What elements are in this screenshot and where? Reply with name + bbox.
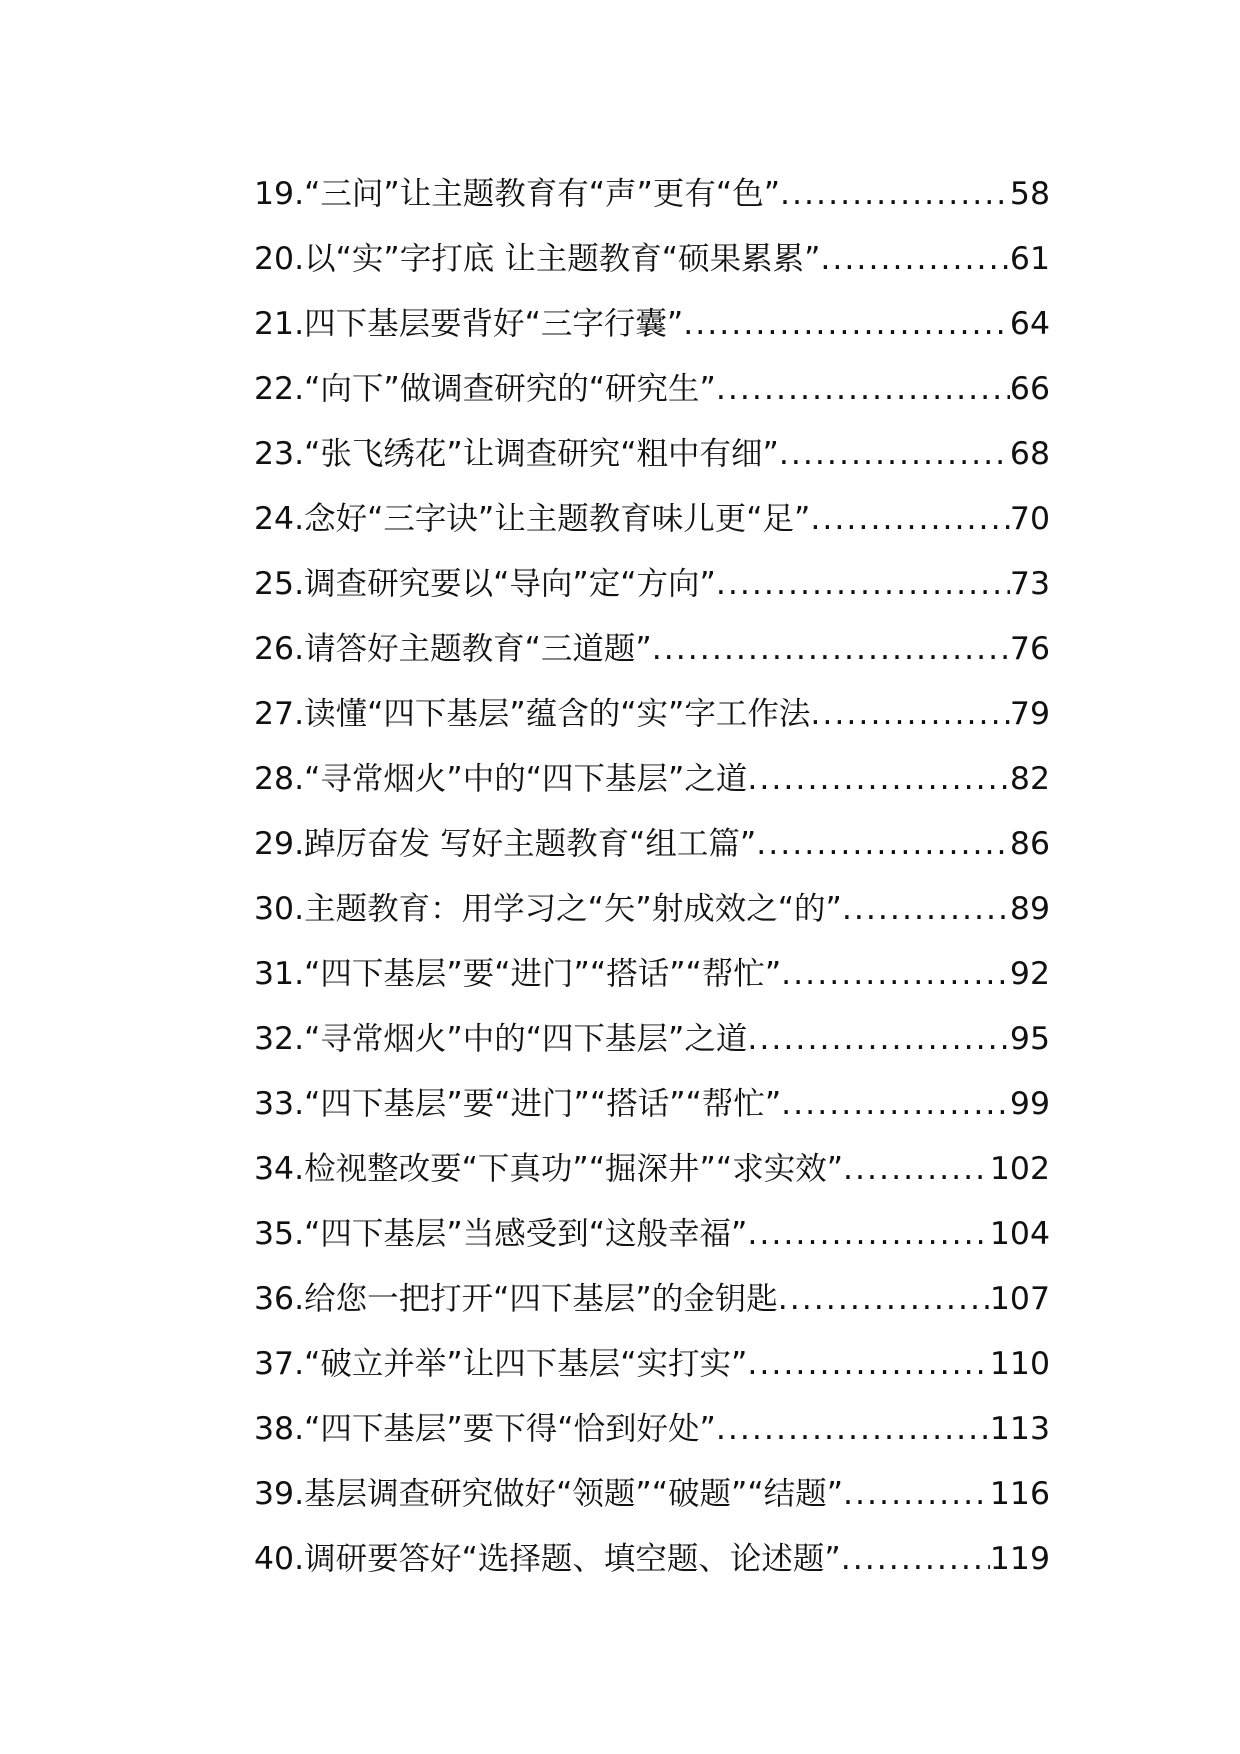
toc-dot-leader bbox=[716, 357, 1010, 422]
toc-entry-title: 36.给您一把打开“四下基层”的金钥匙 bbox=[254, 1281, 778, 1317]
toc-entry[interactable] bbox=[254, 227, 1050, 292]
toc-dot-leader bbox=[781, 1072, 1010, 1137]
toc-entry-title: 34.检视整改要“下真功”“掘深井”“求实效” bbox=[254, 1151, 844, 1187]
toc-entry-title: 23.“张飞绣花”让调查研究“粗中有细” bbox=[254, 436, 779, 472]
toc-page-number: 107 bbox=[989, 1281, 1050, 1317]
toc-page-number: 61 bbox=[1009, 241, 1050, 277]
toc-entry[interactable] bbox=[254, 1527, 1050, 1592]
toc-entry[interactable] bbox=[254, 292, 1050, 357]
toc-entry[interactable] bbox=[254, 357, 1050, 422]
toc-page-number: 68 bbox=[1009, 436, 1050, 472]
toc-dot-leader bbox=[820, 227, 1010, 292]
toc-page-number: 73 bbox=[1009, 566, 1050, 602]
toc-entry-title: 39.基层调查研究做好“领题”“破题”“结题” bbox=[254, 1476, 844, 1512]
toc-entry-title: 24.念好“三字诀”让主题教育味儿更“足” bbox=[254, 501, 811, 537]
toc-entry-title: 37.“破立并举”让四下基层“实打实” bbox=[254, 1346, 748, 1382]
toc-entry[interactable] bbox=[254, 1332, 1050, 1397]
toc-entry[interactable] bbox=[254, 747, 1050, 812]
toc-page-number: 89 bbox=[1009, 891, 1050, 927]
toc-page-number: 64 bbox=[1009, 306, 1050, 342]
toc-page-number: 110 bbox=[989, 1346, 1050, 1382]
toc-entry-title: 19.“三问”让主题教育有“声”更有“色” bbox=[254, 176, 781, 212]
toc-page-number: 116 bbox=[989, 1476, 1050, 1512]
toc-dot-leader bbox=[781, 942, 1010, 1007]
toc-page-number: 82 bbox=[1009, 761, 1050, 797]
toc-dot-leader bbox=[747, 1007, 1010, 1072]
toc-page-number: 70 bbox=[1009, 501, 1050, 537]
toc-page-number: 92 bbox=[1009, 956, 1050, 992]
table-of-contents bbox=[254, 162, 1050, 1592]
toc-page-number: 102 bbox=[989, 1151, 1050, 1187]
toc-dot-leader bbox=[716, 1397, 990, 1462]
toc-entry-title: 22.“向下”做调查研究的“研究生” bbox=[254, 371, 716, 407]
toc-entry[interactable] bbox=[254, 487, 1050, 552]
toc-entry-title: 26.请答好主题教育“三道题” bbox=[254, 631, 652, 667]
toc-dot-leader bbox=[716, 552, 1010, 617]
toc-entry[interactable] bbox=[254, 1137, 1050, 1202]
toc-dot-leader bbox=[652, 617, 1010, 682]
toc-entry-title: 30.主题教育：用学习之“矢”射成效之“的” bbox=[254, 891, 842, 927]
toc-entry-title: 40.调研要答好“选择题、填空题、论述题” bbox=[254, 1541, 841, 1577]
toc-entry[interactable] bbox=[254, 942, 1050, 1007]
toc-entry[interactable] bbox=[254, 1202, 1050, 1267]
toc-entry[interactable] bbox=[254, 812, 1050, 877]
toc-page-number: 104 bbox=[989, 1216, 1050, 1252]
toc-entry[interactable] bbox=[254, 1072, 1050, 1137]
toc-dot-leader bbox=[842, 877, 1010, 942]
toc-entry-title: 28.“寻常烟火”中的“四下基层”之道 bbox=[254, 761, 748, 797]
toc-entry[interactable] bbox=[254, 877, 1050, 942]
toc-dot-leader bbox=[810, 487, 1010, 552]
toc-page-number: 79 bbox=[1009, 696, 1050, 732]
toc-page-number: 86 bbox=[1009, 826, 1050, 862]
toc-entry[interactable] bbox=[254, 1007, 1050, 1072]
toc-entry[interactable] bbox=[254, 682, 1050, 747]
toc-entry-title: 21.四下基层要背好“三字行囊” bbox=[254, 306, 684, 342]
toc-page-number: 113 bbox=[989, 1411, 1050, 1447]
toc-page-number: 58 bbox=[1009, 176, 1050, 212]
toc-page-number: 76 bbox=[1009, 631, 1050, 667]
toc-entry-title: 33.“四下基层”要“进门”“搭话”“帮忙” bbox=[254, 1086, 782, 1122]
toc-dot-leader bbox=[810, 682, 1010, 747]
toc-entry-title: 35.“四下基层”当感受到“这般幸福” bbox=[254, 1216, 748, 1252]
toc-dot-leader bbox=[843, 1137, 990, 1202]
toc-entry[interactable] bbox=[254, 552, 1050, 617]
toc-entry[interactable] bbox=[254, 1397, 1050, 1462]
toc-entry-title: 20.以“实”字打底 让主题教育“硕果累累” bbox=[254, 241, 821, 277]
toc-dot-leader bbox=[747, 1202, 990, 1267]
toc-dot-leader bbox=[756, 812, 1010, 877]
toc-dot-leader bbox=[841, 1527, 990, 1592]
toc-entry-title: 31.“四下基层”要“进门”“搭话”“帮忙” bbox=[254, 956, 782, 992]
toc-dot-leader bbox=[779, 422, 1010, 487]
toc-entry[interactable] bbox=[254, 1462, 1050, 1527]
toc-entry[interactable] bbox=[254, 617, 1050, 682]
toc-page-number: 95 bbox=[1009, 1021, 1050, 1057]
toc-dot-leader bbox=[683, 292, 1010, 357]
toc-entry-title: 38.“四下基层”要下得“恰到好处” bbox=[254, 1411, 716, 1447]
toc-page-number: 99 bbox=[1009, 1086, 1050, 1122]
toc-entry[interactable] bbox=[254, 1267, 1050, 1332]
toc-entry[interactable] bbox=[254, 162, 1050, 227]
toc-page-number: 119 bbox=[989, 1541, 1050, 1577]
toc-entry-title: 25.调查研究要以“导向”定“方向” bbox=[254, 566, 716, 602]
toc-entry-title: 32.“寻常烟火”中的“四下基层”之道 bbox=[254, 1021, 748, 1057]
toc-dot-leader bbox=[747, 747, 1010, 812]
toc-page-number: 66 bbox=[1009, 371, 1050, 407]
toc-entry[interactable] bbox=[254, 422, 1050, 487]
toc-entry-title: 27.读懂“四下基层”蕴含的“实”字工作法 bbox=[254, 696, 811, 732]
toc-dot-leader bbox=[780, 162, 1010, 227]
toc-entry-title: 29.踔厉奋发 写好主题教育“组工篇” bbox=[254, 826, 757, 862]
toc-dot-leader bbox=[778, 1267, 990, 1332]
toc-dot-leader bbox=[747, 1332, 990, 1397]
toc-dot-leader bbox=[843, 1462, 990, 1527]
